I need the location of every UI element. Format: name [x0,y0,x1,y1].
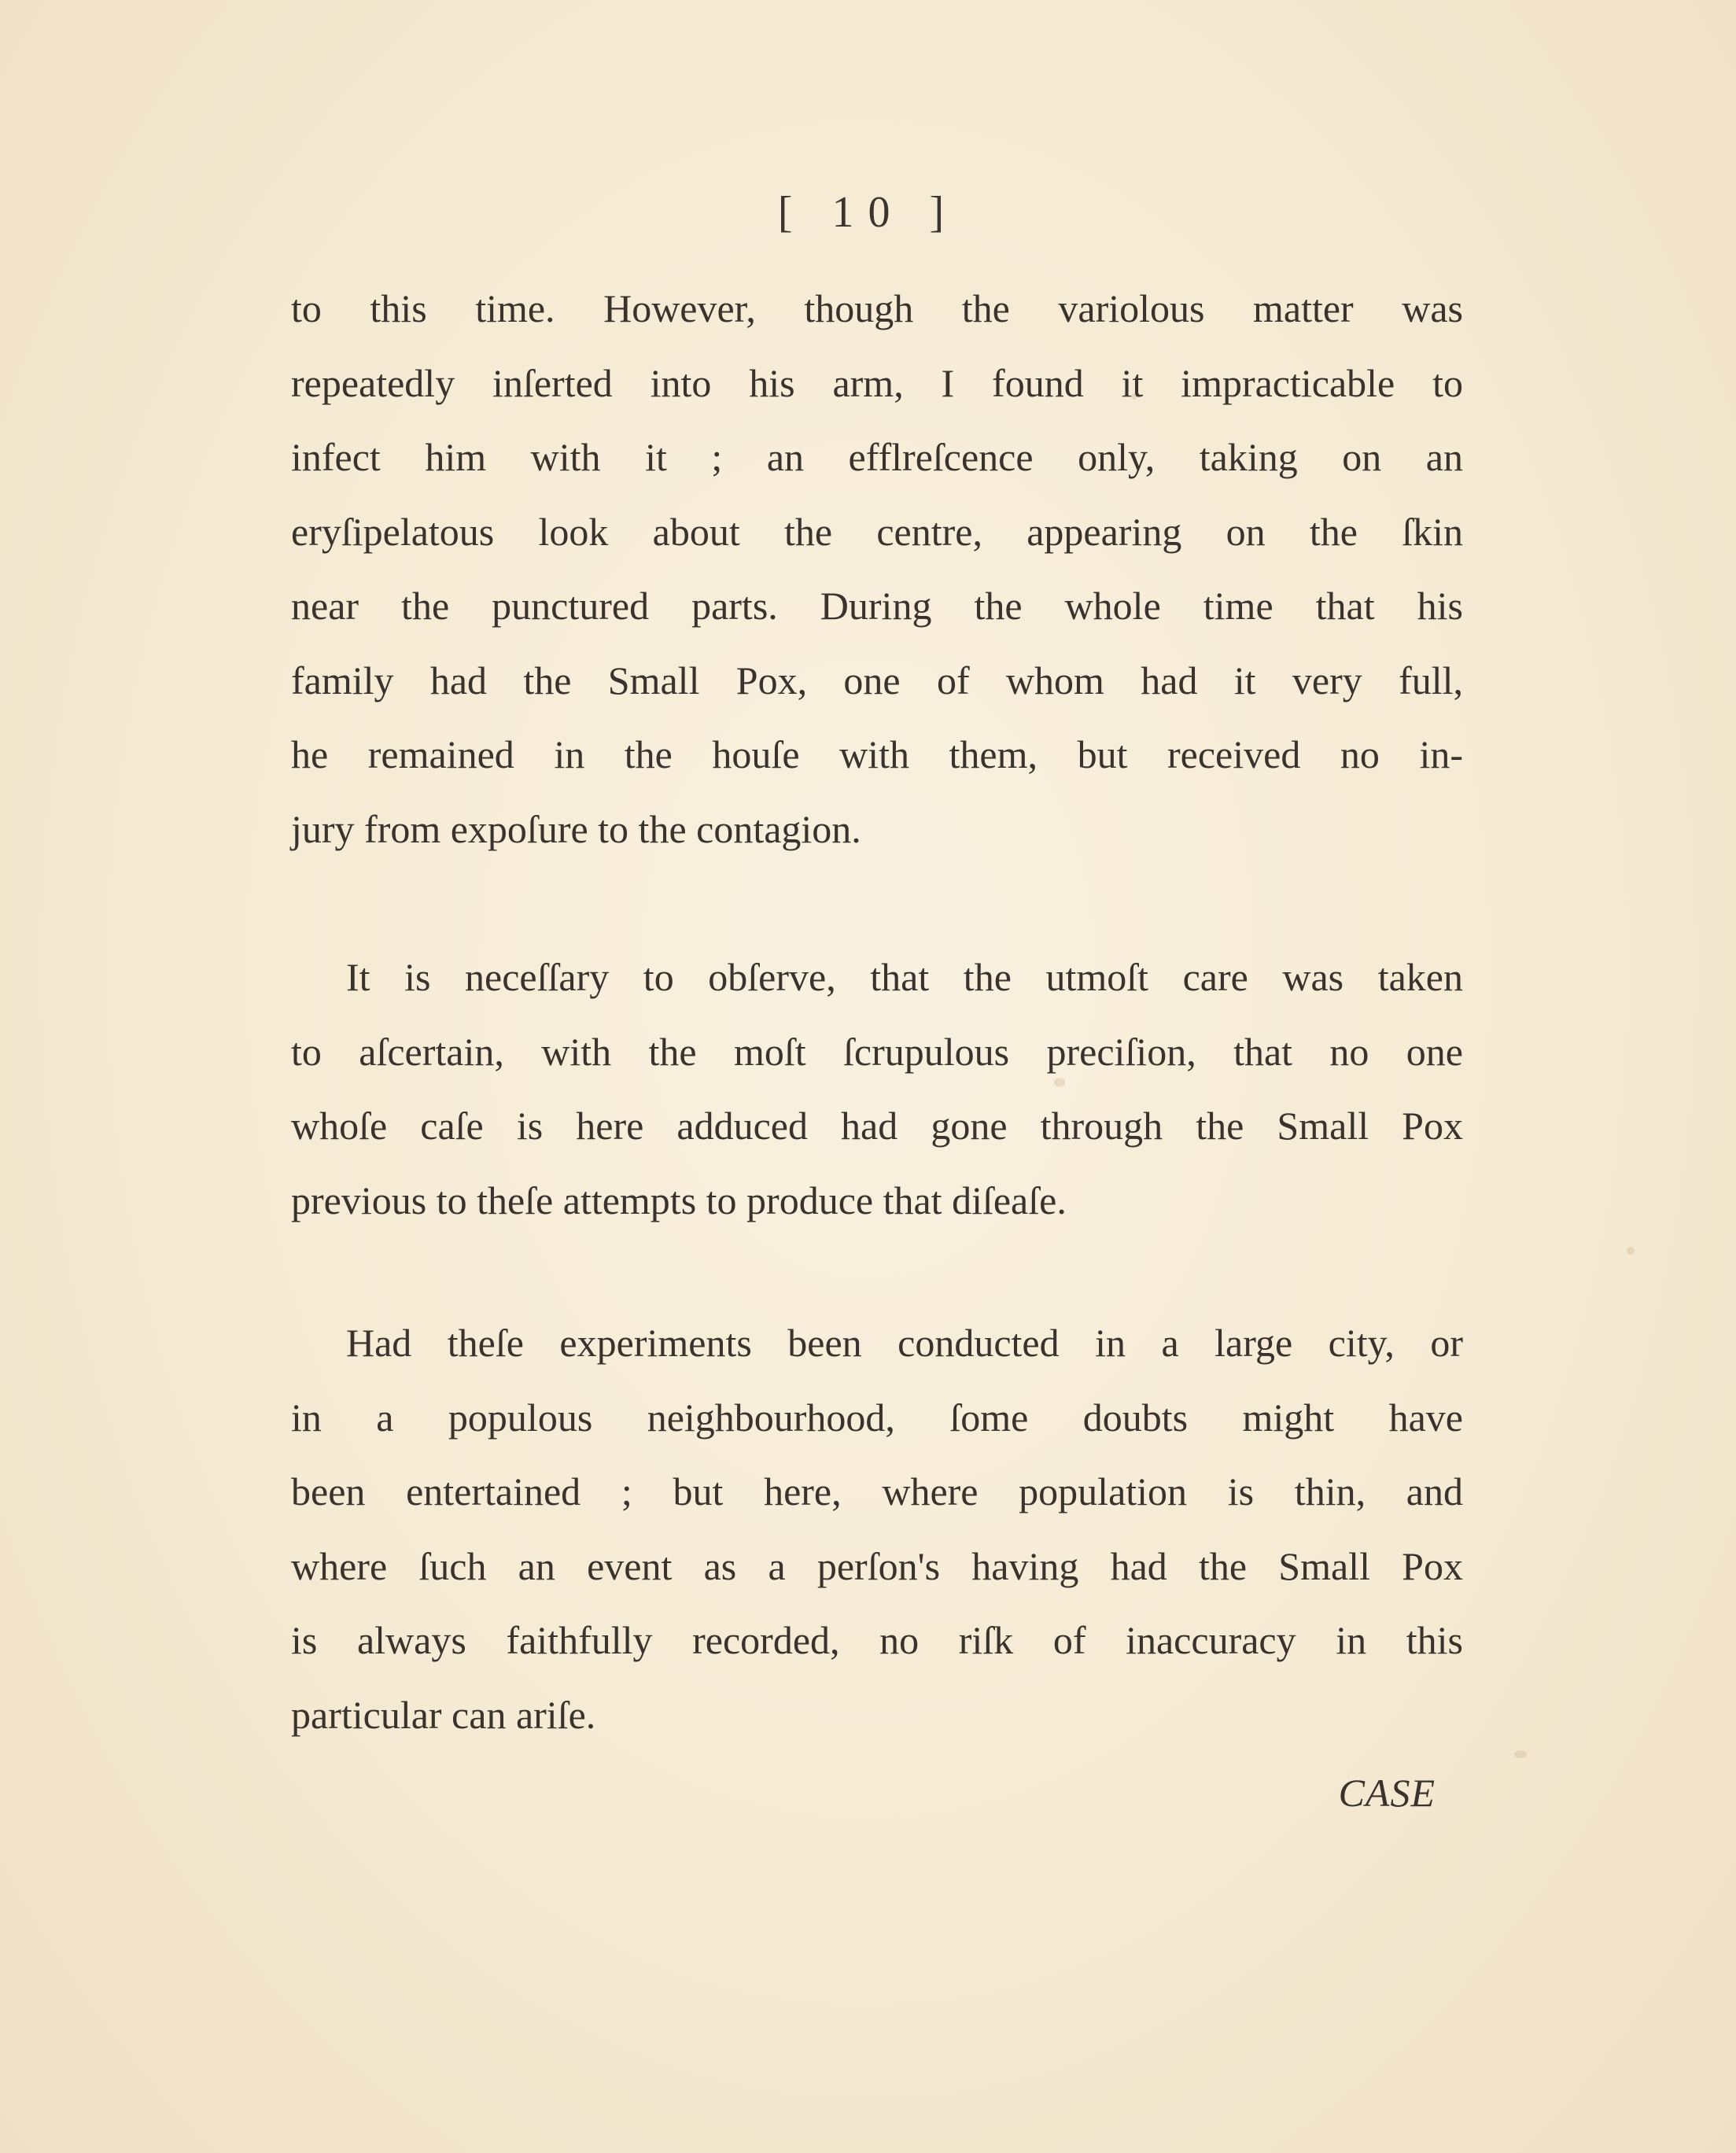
foxing-spot [1514,1750,1527,1758]
text-line: where ſuch an event as a perſon's having had the Small Pox [291,1543,1463,1588]
paragraph-1 [291,271,1463,866]
text-line: near the punctured parts. During the whole time that his [291,584,1463,628]
text-line: infect him with it ; an efflreſcence only, taking on an [291,435,1463,479]
text-line: to aſcertain, with the moſt ſcrupulous preciſion, that no one [291,1029,1463,1074]
text-line: repeatedly inſerted into his arm, I found it impracticable to [291,360,1463,405]
text-line: eryſipelatous look about the centre, appearing on the ſkin [291,509,1463,554]
text-line: previous to theſe attempts to produce that diſeaſe. [291,1178,1067,1222]
text-line: is always faithfully recorded, no riſk of inaccuracy in this [291,1618,1463,1662]
paragraph-2 [291,940,1463,1237]
paragraph-3 [291,1306,1463,1752]
foxing-spot [1627,1247,1635,1255]
text-line: whoſe caſe is here adduced had gone through the Small Pox [291,1104,1463,1148]
text-line: It is neceſſary to obſerve, that the utmoſt care was taken [346,955,1463,999]
text-line: Had theſe experiments been conducted in a large city, or [346,1321,1463,1365]
page-number: [ 10 ] [777,188,959,237]
text-line: to this time. However, though the variolous matter was [291,286,1463,330]
text-line: he remained in the houſe with them, but received no in- [291,732,1463,776]
text-line: been entertained ; but here, where population is thin, and [291,1469,1463,1513]
catchword: CASE [1338,1771,1436,1815]
text-line: particular can ariſe. [291,1692,596,1737]
text-line: family had the Small Pox, one of whom had it very full, [291,658,1463,702]
text-line: in a populous neighbourhood, ſome doubts might have [291,1395,1463,1440]
text-line: jury from expoſure to the contagion. [291,806,861,851]
